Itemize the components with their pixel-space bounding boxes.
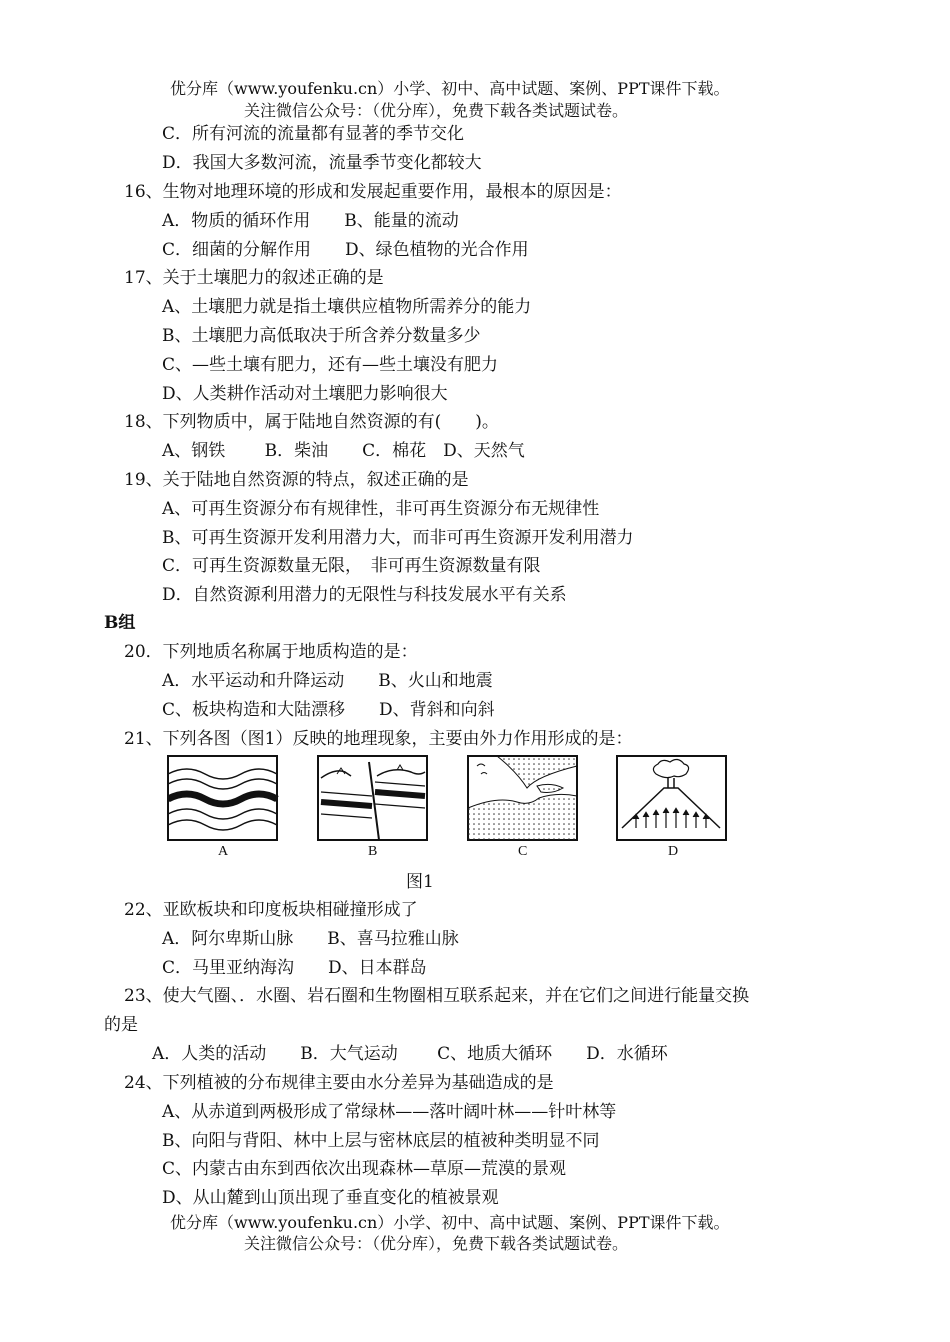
question-24-option-a: A、从赤道到两极形成了常绿林——落叶阔叶林——针叶林等 xyxy=(162,1102,617,1122)
question-20-options-row-1: A．水平运动和升降运动 B、火山和地震 xyxy=(162,671,493,691)
question-21-stem: 21、下列各图（图1）反映的地理现象，主要由外力作用形成的是： xyxy=(124,729,633,749)
question-16-stem: 16、生物对地理环境的形成和发展起重要作用，最根本的原因是： xyxy=(124,182,622,202)
question-23-options: A．人类的活动 B．大气运动 C、地质大循环 D．水循环 xyxy=(152,1044,668,1064)
question-17-option-a: A、土壤肥力就是指土壤供应植物所需养分的能力 xyxy=(162,297,532,317)
figure-c-river-landform xyxy=(467,752,579,842)
question-23-stem: 23、使大气圈、．水圈、岩石圈和生物圈相互联系起来，并在它们之间进行能量交换 xyxy=(124,986,750,1006)
footer-line-1: 优分库（www.youfenku.cn）小学、初中、高中试题、案例、PPT课件下载。 xyxy=(170,1213,730,1232)
question-17-option-d: D、人类耕作活动对土壤肥力影响很大 xyxy=(162,384,448,404)
question-24-stem: 24、下列植被的分布规律主要由水分差异为基础造成的是 xyxy=(124,1073,554,1093)
question-16-options-row-1: A．物质的循环作用 B、能量的流动 xyxy=(162,211,459,231)
figure-caption: 图1 xyxy=(406,872,434,892)
question-22-stem: 22、亚欧板块和印度板块相碰撞形成了 xyxy=(124,900,418,920)
question-19-option-b: B、可再生资源开发利用潜力大，而非可再生资源开发利用潜力 xyxy=(162,528,634,548)
question-17-option-c: C、—些土壤有肥力，还有—些土壤没有肥力 xyxy=(162,355,499,375)
question-22-options-row-2: C．马里亚纳海沟 D、日本群岛 xyxy=(162,958,427,978)
question-19-stem: 19、关于陆地自然资源的特点，叙述正确的是 xyxy=(124,470,469,490)
question-19-option-a: A、可再生资源分布有规律性，非可再生资源分布无规律性 xyxy=(162,499,600,519)
question-20-options-row-2: C、板块构造和大陆漂移 D、背斜和向斜 xyxy=(162,700,495,720)
group-b-heading: B组 xyxy=(104,613,136,633)
question-18-options: A、钢铁 B．柴油 C．棉花 D、天然气 xyxy=(162,441,525,461)
header-line-1: 优分库（www.youfenku.cn）小学、初中、高中试题、案例、PPT课件下载。 xyxy=(170,79,730,98)
option-c-prev: C．所有河流的流量都有显著的季节交化 xyxy=(162,124,465,144)
question-17-option-b: B、土壤肥力高低取决于所含养分数量多少 xyxy=(162,326,481,346)
question-19-option-c: C．可再生资源数量无限， 非可再生资源数量有限 xyxy=(162,556,541,576)
question-19-option-d: D．自然资源利用潜力的无限性与科技发展水平有关系 xyxy=(162,585,567,605)
footer-line-2: 关注微信公众号：（优分库），免费下载各类试题试卷。 xyxy=(244,1234,629,1253)
question-20-stem: 20．下列地质名称属于地质构造的是： xyxy=(124,642,418,662)
question-24-option-b: B、向阳与背阳、林中上层与密林底层的植被种类明显不同 xyxy=(162,1131,600,1151)
figure-label-d: D xyxy=(668,844,679,859)
figure-label-b: B xyxy=(368,844,378,859)
question-24-option-c: C、内蒙古由东到西依次出现森林—草原—荒漠的景观 xyxy=(162,1159,567,1179)
question-23-stem-continued: 的是 xyxy=(104,1015,138,1035)
figure-b-fault xyxy=(317,752,429,842)
question-18-stem: 18、下列物质中，属于陆地自然资源的有( )。 xyxy=(124,412,499,432)
question-17-stem: 17、关于土壤肥力的叙述正确的是 xyxy=(124,268,384,288)
option-d-prev: D．我国大多数河流，流量季节变化都较大 xyxy=(162,153,482,173)
header-line-2: 关注微信公众号：（优分库），免费下载各类试题试卷。 xyxy=(244,101,629,120)
question-22-options-row-1: A．阿尔卑斯山脉 B、喜马拉雅山脉 xyxy=(162,929,459,949)
question-16-options-row-2: C．细菌的分解作用 D、绿色植物的光合作用 xyxy=(162,240,529,260)
figure-label-c: C xyxy=(518,844,528,859)
figure-label-a: A xyxy=(218,844,229,859)
question-24-option-d: D、从山麓到山顶出现了垂直变化的植被景观 xyxy=(162,1188,499,1208)
figure-a-folded-strata xyxy=(167,752,279,842)
figure-d-volcano xyxy=(616,752,728,842)
